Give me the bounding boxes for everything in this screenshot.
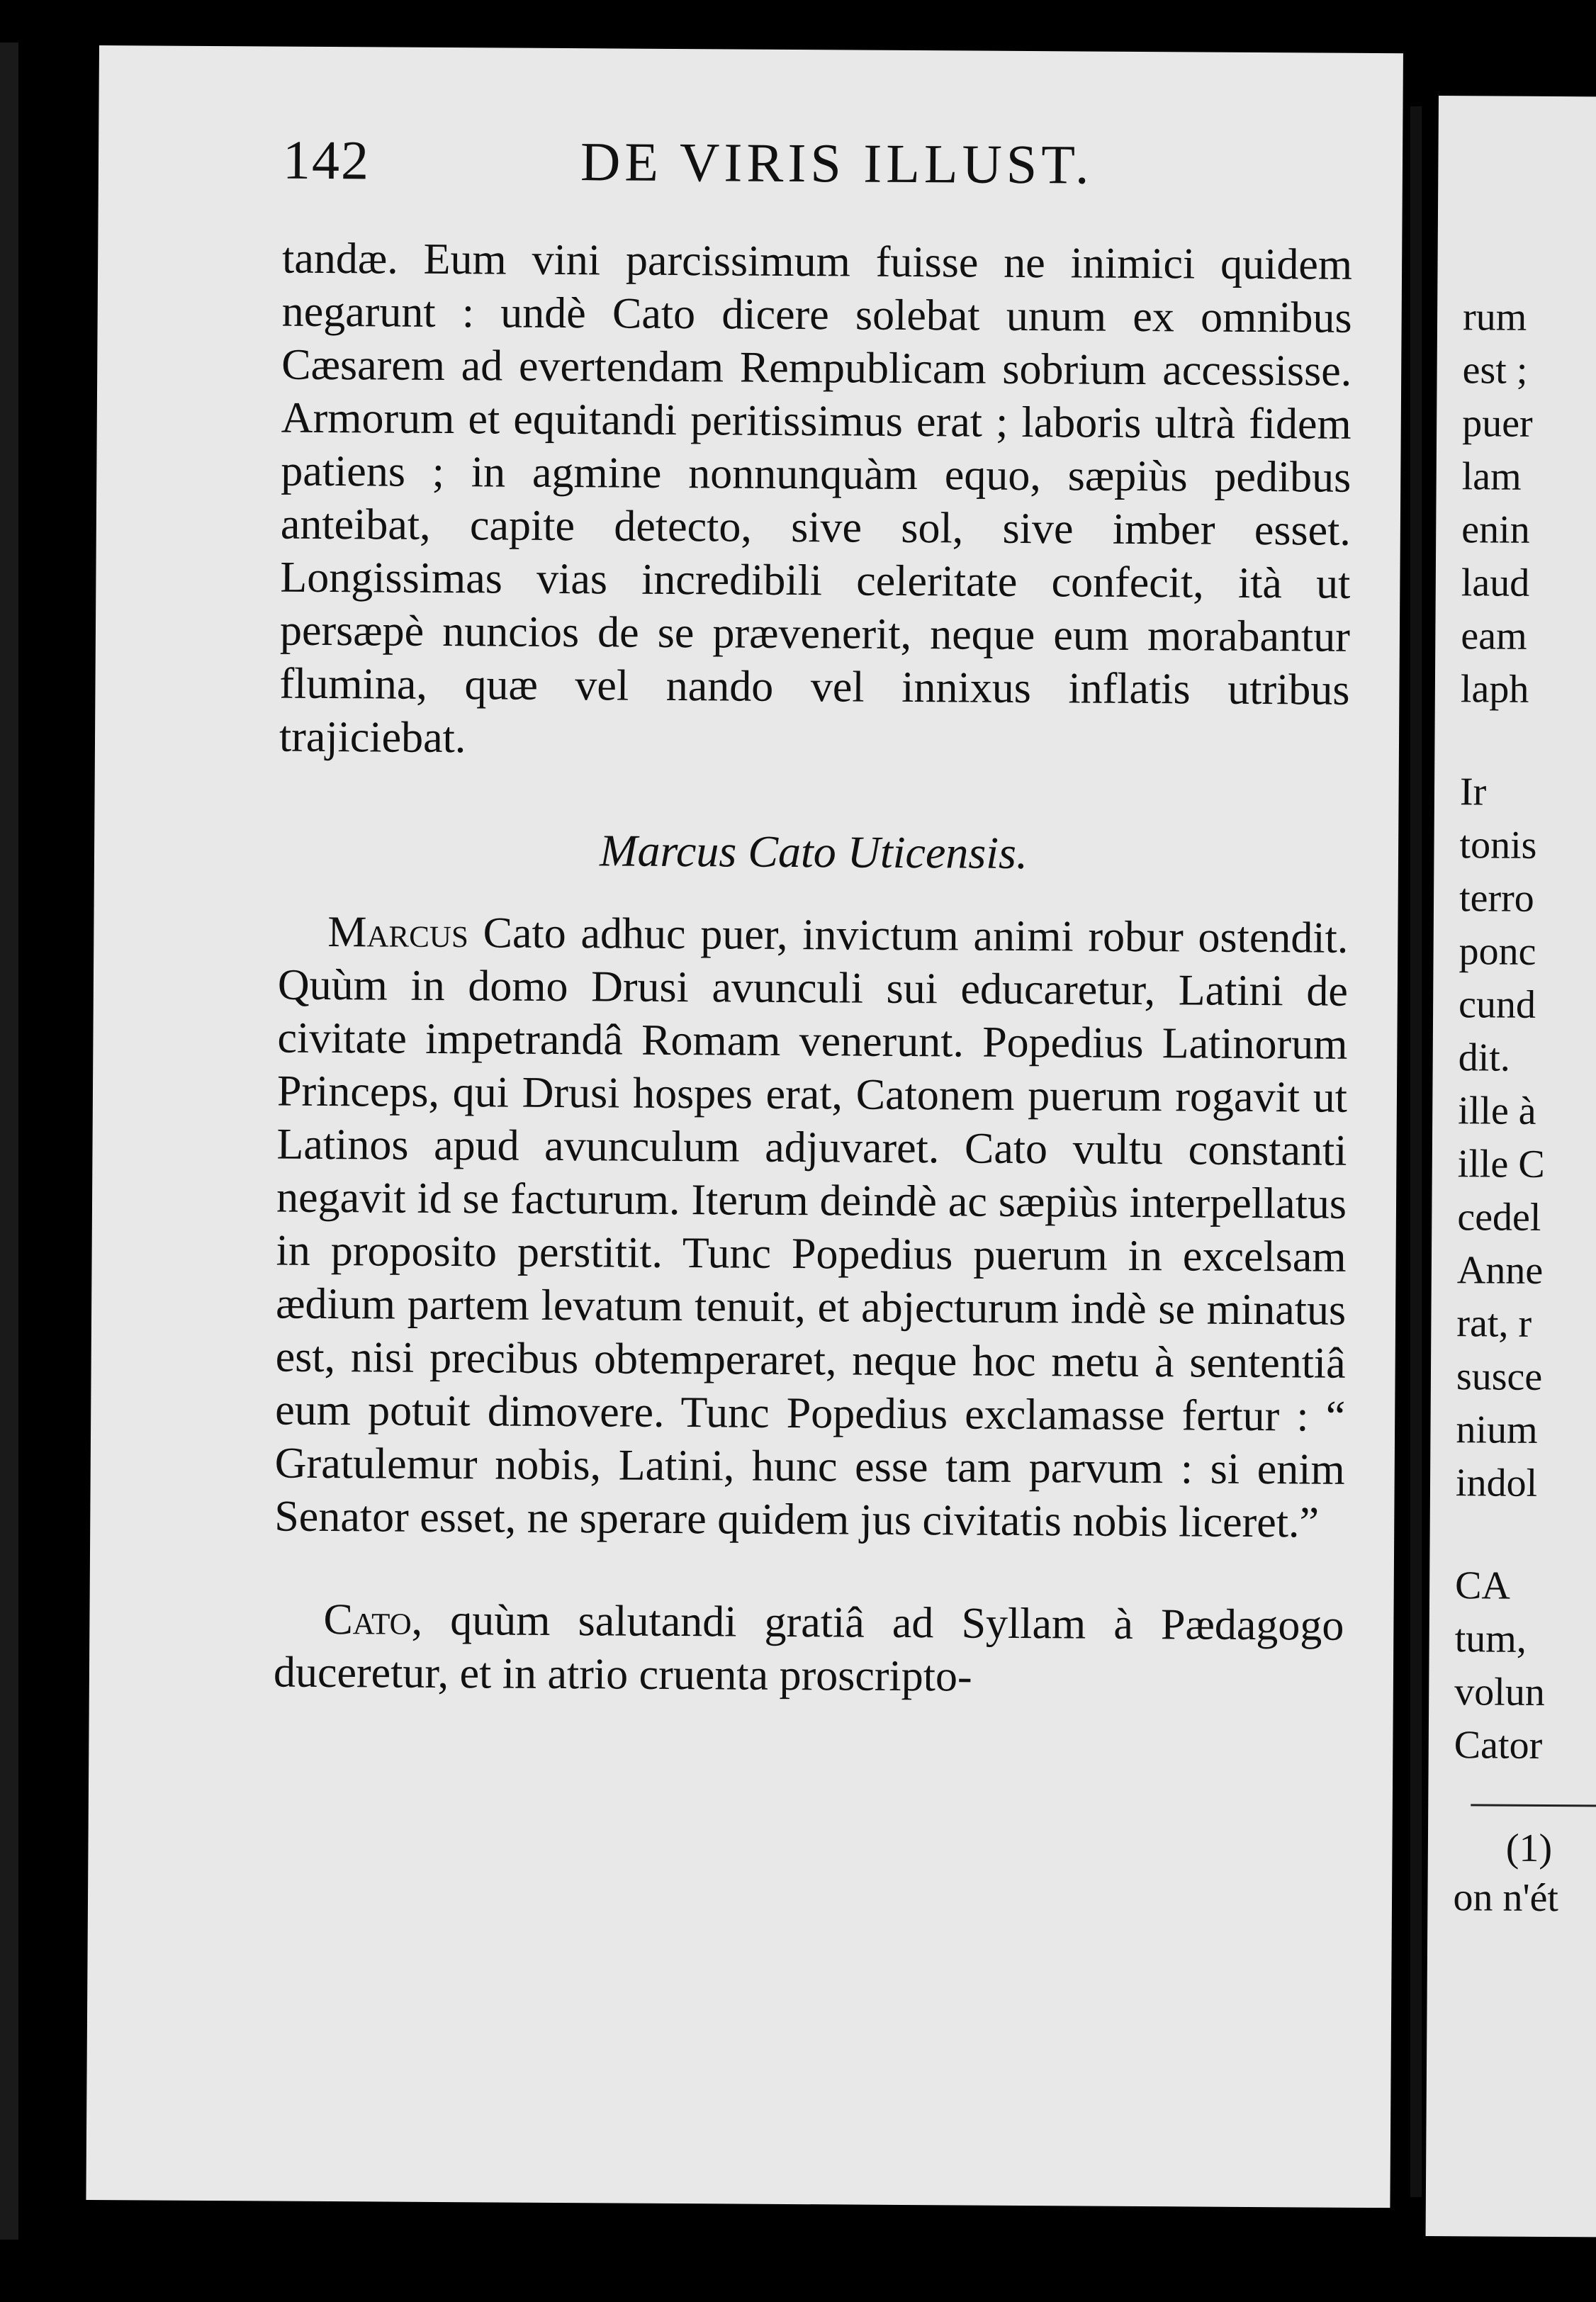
paragraph-lead-word: Marcus <box>327 907 469 958</box>
right-page-line: tonis <box>1459 823 1537 868</box>
page-number: 142 <box>282 128 371 191</box>
running-title: DE VIRIS ILLUST. <box>580 130 1094 196</box>
right-page-line: indol <box>1455 1461 1538 1505</box>
running-head <box>282 128 1296 227</box>
footnote-line: on n'ét <box>1453 1875 1559 1921</box>
right-page-line: CA <box>1454 1563 1511 1608</box>
right-page-line: cedel <box>1457 1195 1541 1240</box>
right-page-line: cund <box>1458 982 1536 1027</box>
right-page-line: susce <box>1456 1354 1543 1399</box>
book-page-right <box>1426 96 1596 2238</box>
right-page-line: nium <box>1456 1408 1538 1452</box>
paragraph-cato-popedius <box>274 906 1348 1550</box>
book-page-left <box>86 45 1403 2208</box>
footnote-rule <box>1471 1804 1596 1807</box>
paragraph-text: , quùm salutandi gratiâ ad Syllam à Pædagogo duceretur, et in atrio cruenta proscripto- <box>273 1595 1344 1701</box>
paragraph-caesar-end: tandæ. Eum vini parcissimum fuisse ne inimici quidem negarunt : undè Cato dicere solebat unum ex omnibus Cæsarem ad evertendam Rempublicam sobrium accessisse. Armorum et equitandi peritissimus erat ; laboris ultrà fidem patiens ; in agmine nonnunquàm equo, sæpiùs pedibus anteibat, capite detecto, sive sol, sive imber esset. Longissimas vias incredibili celeritate confecit, ità ut persæpè nuncios de se prævenerit, neque eum morabantur flumina, quæ vel nando vel innixus inflatis utribus trajiciebat. <box>279 234 1353 763</box>
paragraph-text: Cato adhuc puer, invictum animi robur ostendit. Quùm in domo Drusi avunculi sui educaretur, Latini de civitate impetrandâ Romam venerunt. Popedius Latinorum Princeps, qui Drusi hospes erat, Catonem puerum rogavit ut Latinos apud avunculum adjuvaret. Cato vultu constanti negavit id se facturum. Iterum deindè ac sæpiùs interpellatus in proposito perstitit. Tunc Popedius puerum in excelsam ædium partem levatum tenuit, et abjecturum indè se minatus est, nisi precibus obtemperaret, neque hoc metu à sententiâ eum potuit dimovere. Tunc Popedius exclamasse fertur : “ Gratulemur nobis, Latini, hunc esse tam parvum : si enim Senator esset, ne sperare quidem jus civitatis nobis liceret.” <box>274 909 1349 1547</box>
right-page-line: Cator <box>1454 1723 1543 1768</box>
right-page-line: ille à <box>1458 1089 1536 1133</box>
book-gutter <box>1410 106 1422 2197</box>
right-page-line: tum, <box>1454 1617 1527 1661</box>
right-page-line: Ir <box>1459 770 1487 814</box>
right-page-line: rum <box>1462 295 1527 339</box>
right-page-line: lam <box>1461 454 1522 499</box>
right-page-line: dit. <box>1458 1035 1511 1080</box>
right-page-line: volun <box>1454 1670 1545 1714</box>
right-page-line: terro <box>1459 876 1534 921</box>
section-heading: Marcus Cato Uticensis. <box>599 825 1028 879</box>
right-page-line: enin <box>1461 507 1530 552</box>
right-page-line: rat, r <box>1456 1301 1532 1346</box>
page-body <box>274 232 1353 1706</box>
right-page-line: ponc <box>1459 929 1536 974</box>
right-page-line: ille C <box>1457 1142 1545 1186</box>
right-page-line: est ; <box>1462 348 1528 393</box>
paragraph-lead-word: Cato <box>323 1595 412 1644</box>
right-page-line: laph <box>1460 667 1529 712</box>
right-page-line: eam <box>1461 614 1527 658</box>
right-page-line: laud <box>1461 561 1530 605</box>
right-page-line: Anne <box>1456 1248 1544 1293</box>
paragraph-cato-sylla <box>274 1593 1344 1706</box>
right-page-line: puer <box>1461 401 1533 446</box>
page-edge-shadow <box>0 43 18 2240</box>
footnote-mark: (1) <box>1505 1826 1553 1871</box>
